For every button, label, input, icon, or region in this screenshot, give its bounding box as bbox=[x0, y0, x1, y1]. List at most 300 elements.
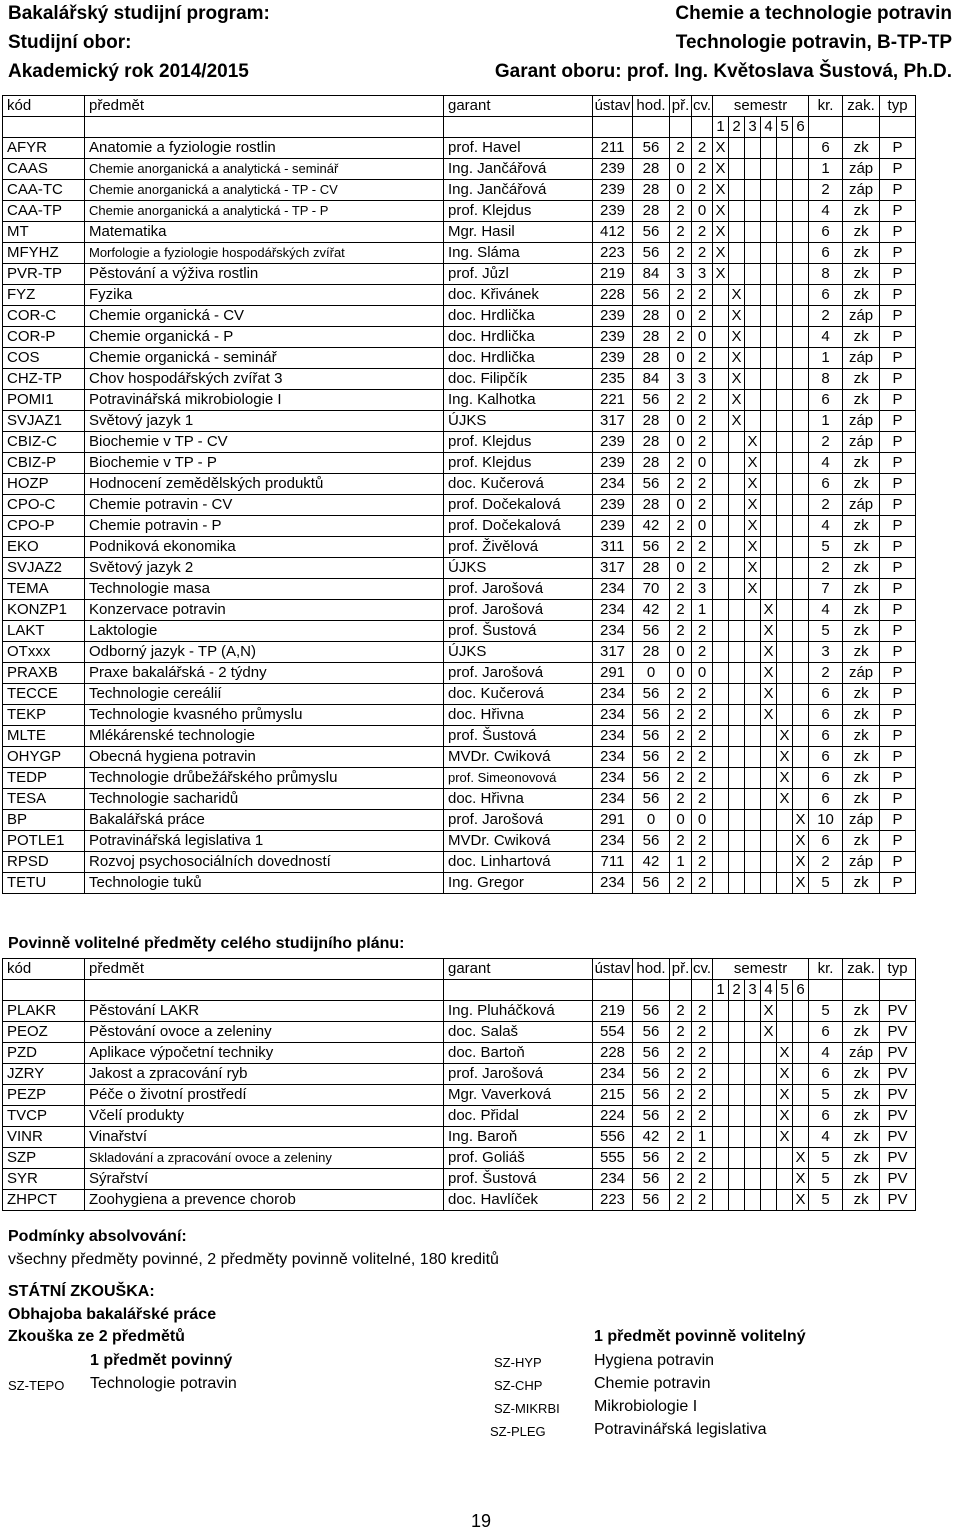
semester-cell bbox=[713, 1127, 729, 1148]
column-header-pr: př. bbox=[670, 959, 692, 980]
semester-cell bbox=[761, 474, 777, 495]
semester-cell: X bbox=[777, 789, 793, 810]
semester-cell: X bbox=[713, 201, 729, 222]
course-guarantor: prof. Jarošová bbox=[444, 663, 593, 684]
course-guarantor: Ing. Gregor bbox=[444, 873, 593, 894]
semester-cell bbox=[793, 495, 809, 516]
course-guarantor: doc. Hřivna bbox=[444, 705, 593, 726]
course-completion: záp bbox=[843, 432, 880, 453]
course-hours: 42 bbox=[633, 852, 670, 873]
semester-cell bbox=[745, 1085, 761, 1106]
semester-cell bbox=[761, 327, 777, 348]
semester-cell bbox=[777, 516, 793, 537]
course-exercises: 0 bbox=[692, 516, 713, 537]
course-credits: 5 bbox=[809, 873, 843, 894]
course-lectures: 2 bbox=[670, 768, 692, 789]
course-exercises: 2 bbox=[692, 180, 713, 201]
semester-numbers-row bbox=[3, 980, 916, 1001]
empty-cell bbox=[692, 980, 713, 1001]
semester-cell bbox=[793, 537, 809, 558]
course-lectures: 2 bbox=[670, 873, 692, 894]
semester-cell bbox=[729, 726, 745, 747]
course-exercises: 2 bbox=[692, 621, 713, 642]
semester-cell bbox=[713, 453, 729, 474]
course-completion: zk bbox=[843, 369, 880, 390]
course-row bbox=[3, 579, 916, 600]
course-row bbox=[3, 327, 916, 348]
course-guarantor: prof. Živělová bbox=[444, 537, 593, 558]
course-completion: zk bbox=[843, 327, 880, 348]
course-type: PV bbox=[880, 1064, 916, 1085]
course-name: Pěstování a výživa rostlin bbox=[85, 264, 444, 285]
elective-exam-subject: Chemie potravin bbox=[594, 1375, 711, 1392]
course-name: Chemie organická - seminář bbox=[85, 348, 444, 369]
semester-cell bbox=[713, 579, 729, 600]
course-institute: 234 bbox=[593, 600, 633, 621]
column-header-kod: kód bbox=[3, 96, 85, 117]
header-row-1 bbox=[8, 2, 952, 25]
course-hours: 42 bbox=[633, 600, 670, 621]
course-type: P bbox=[880, 852, 916, 873]
course-institute: 239 bbox=[593, 516, 633, 537]
semester-cell bbox=[713, 684, 729, 705]
course-completion: záp bbox=[843, 348, 880, 369]
course-credits: 4 bbox=[809, 1127, 843, 1148]
course-row bbox=[3, 768, 916, 789]
course-guarantor: prof. Jarošová bbox=[444, 810, 593, 831]
course-type: PV bbox=[880, 1043, 916, 1064]
course-name: Péče o životní prostředí bbox=[85, 1085, 444, 1106]
empty-cell bbox=[843, 980, 880, 1001]
course-lectures: 2 bbox=[670, 1106, 692, 1127]
course-credits: 6 bbox=[809, 726, 843, 747]
elective-courses-table bbox=[2, 958, 916, 1211]
course-row bbox=[3, 789, 916, 810]
course-exercises: 2 bbox=[692, 1085, 713, 1106]
semester-cell bbox=[793, 789, 809, 810]
course-lectures: 2 bbox=[670, 1001, 692, 1022]
course-type: PV bbox=[880, 1106, 916, 1127]
course-code: PEZP bbox=[3, 1085, 85, 1106]
course-type: P bbox=[880, 285, 916, 306]
column-header-ustav: ústav bbox=[593, 959, 633, 980]
course-institute: 239 bbox=[593, 201, 633, 222]
course-row bbox=[3, 180, 916, 201]
course-lectures: 2 bbox=[670, 684, 692, 705]
course-completion: záp bbox=[843, 1043, 880, 1064]
course-credits: 6 bbox=[809, 831, 843, 852]
course-name: Pěstování LAKR bbox=[85, 1001, 444, 1022]
course-hours: 0 bbox=[633, 663, 670, 684]
table-header-row bbox=[3, 959, 916, 980]
course-row bbox=[3, 747, 916, 768]
course-name: Technologie kvasného průmyslu bbox=[85, 705, 444, 726]
course-hours: 28 bbox=[633, 642, 670, 663]
course-lectures: 2 bbox=[670, 726, 692, 747]
course-exercises: 2 bbox=[692, 348, 713, 369]
semester-cell bbox=[713, 306, 729, 327]
course-credits: 5 bbox=[809, 621, 843, 642]
course-credits: 2 bbox=[809, 432, 843, 453]
course-completion: zk bbox=[843, 222, 880, 243]
course-hours: 56 bbox=[633, 873, 670, 894]
semester-number: 5 bbox=[777, 117, 793, 138]
semester-cell bbox=[745, 327, 761, 348]
course-exercises: 1 bbox=[692, 600, 713, 621]
empty-cell bbox=[633, 980, 670, 1001]
course-hours: 28 bbox=[633, 411, 670, 432]
course-lectures: 2 bbox=[670, 1064, 692, 1085]
course-name: Mlékárenské technologie bbox=[85, 726, 444, 747]
course-completion: zk bbox=[843, 621, 880, 642]
course-row bbox=[3, 810, 916, 831]
semester-cell bbox=[793, 705, 809, 726]
semester-cell bbox=[713, 369, 729, 390]
semester-cell bbox=[777, 558, 793, 579]
course-code: CPO-P bbox=[3, 516, 85, 537]
semester-cell bbox=[777, 1148, 793, 1169]
semester-cell bbox=[761, 495, 777, 516]
course-exercises: 2 bbox=[692, 159, 713, 180]
semester-cell bbox=[745, 1064, 761, 1085]
semester-cell bbox=[777, 642, 793, 663]
course-credits: 5 bbox=[809, 1001, 843, 1022]
semester-cell bbox=[729, 180, 745, 201]
course-credits: 6 bbox=[809, 243, 843, 264]
course-type: P bbox=[880, 348, 916, 369]
semester-cell bbox=[761, 453, 777, 474]
semester-cell bbox=[713, 726, 729, 747]
course-hours: 28 bbox=[633, 180, 670, 201]
course-code: PZD bbox=[3, 1043, 85, 1064]
course-institute: 555 bbox=[593, 1148, 633, 1169]
semester-cell bbox=[745, 285, 761, 306]
course-name: Potravinářská mikrobiologie I bbox=[85, 390, 444, 411]
course-exercises: 2 bbox=[692, 432, 713, 453]
semester-cell bbox=[713, 285, 729, 306]
course-completion: zk bbox=[843, 1169, 880, 1190]
semester-cell bbox=[729, 138, 745, 159]
semester-cell bbox=[761, 558, 777, 579]
course-lectures: 0 bbox=[670, 663, 692, 684]
course-hours: 28 bbox=[633, 348, 670, 369]
semester-cell bbox=[777, 411, 793, 432]
course-exercises: 0 bbox=[692, 201, 713, 222]
course-row bbox=[3, 222, 916, 243]
semester-cell bbox=[745, 201, 761, 222]
course-guarantor: prof. Klejdus bbox=[444, 432, 593, 453]
semester-cell bbox=[729, 642, 745, 663]
course-institute: 221 bbox=[593, 390, 633, 411]
semester-cell bbox=[745, 138, 761, 159]
semester-cell bbox=[729, 621, 745, 642]
empty-cell bbox=[880, 117, 916, 138]
course-code: TECCE bbox=[3, 684, 85, 705]
semester-cell bbox=[761, 432, 777, 453]
course-code: POMI1 bbox=[3, 390, 85, 411]
semester-cell bbox=[745, 306, 761, 327]
semester-cell bbox=[713, 411, 729, 432]
semester-cell bbox=[713, 1190, 729, 1211]
field-guarantor: Garant oboru: prof. Ing. Květoslava Šustová, Ph.D. bbox=[494, 61, 952, 82]
course-lectures: 2 bbox=[670, 138, 692, 159]
course-guarantor: prof. Jarošová bbox=[444, 579, 593, 600]
semester-cell bbox=[793, 684, 809, 705]
course-hours: 84 bbox=[633, 369, 670, 390]
course-institute: 234 bbox=[593, 1064, 633, 1085]
course-guarantor: Ing. Jančářová bbox=[444, 159, 593, 180]
course-institute: 239 bbox=[593, 495, 633, 516]
course-credits: 4 bbox=[809, 327, 843, 348]
course-guarantor: doc. Kučerová bbox=[444, 474, 593, 495]
course-completion: zk bbox=[843, 516, 880, 537]
column-header-garant: garant bbox=[444, 96, 593, 117]
course-name: Chemie organická - P bbox=[85, 327, 444, 348]
course-hours: 56 bbox=[633, 1064, 670, 1085]
course-completion: zk bbox=[843, 768, 880, 789]
semester-cell bbox=[777, 432, 793, 453]
course-institute: 234 bbox=[593, 1169, 633, 1190]
course-guarantor: prof. Havel bbox=[444, 138, 593, 159]
course-type: P bbox=[880, 327, 916, 348]
semester-cell bbox=[729, 516, 745, 537]
semester-cell bbox=[713, 1064, 729, 1085]
semester-cell bbox=[729, 600, 745, 621]
semester-cell bbox=[745, 852, 761, 873]
course-row bbox=[3, 558, 916, 579]
course-code: HOZP bbox=[3, 474, 85, 495]
course-completion: zk bbox=[843, 747, 880, 768]
course-name: Chemie potravin - CV bbox=[85, 495, 444, 516]
course-guarantor: Mgr. Hasil bbox=[444, 222, 593, 243]
semester-cell bbox=[713, 1148, 729, 1169]
semester-cell bbox=[745, 1022, 761, 1043]
course-lectures: 2 bbox=[670, 1043, 692, 1064]
course-code: OHYGP bbox=[3, 747, 85, 768]
elective-exam-code: SZ-HYP bbox=[494, 1355, 542, 1370]
course-completion: záp bbox=[843, 810, 880, 831]
semester-number: 6 bbox=[793, 980, 809, 1001]
semester-cell: X bbox=[745, 453, 761, 474]
course-guarantor: doc. Hrdlička bbox=[444, 327, 593, 348]
course-guarantor: prof. Dočekalová bbox=[444, 495, 593, 516]
semester-cell bbox=[713, 642, 729, 663]
empty-cell bbox=[444, 117, 593, 138]
course-institute: 317 bbox=[593, 558, 633, 579]
course-credits: 4 bbox=[809, 1043, 843, 1064]
semester-number: 3 bbox=[745, 980, 761, 1001]
course-credits: 6 bbox=[809, 1064, 843, 1085]
course-guarantor: prof. Klejdus bbox=[444, 201, 593, 222]
semester-cell bbox=[729, 495, 745, 516]
course-exercises: 2 bbox=[692, 1064, 713, 1085]
course-row bbox=[3, 264, 916, 285]
course-code: MFYHZ bbox=[3, 243, 85, 264]
semester-cell bbox=[777, 159, 793, 180]
course-exercises: 2 bbox=[692, 1148, 713, 1169]
semester-cell bbox=[761, 726, 777, 747]
semester-cell bbox=[793, 558, 809, 579]
column-header-typ: typ bbox=[880, 959, 916, 980]
semester-number: 2 bbox=[729, 117, 745, 138]
elective-exam-code: SZ-CHP bbox=[494, 1378, 543, 1393]
semester-cell: X bbox=[729, 285, 745, 306]
course-code: CHZ-TP bbox=[3, 369, 85, 390]
semester-cell bbox=[793, 1001, 809, 1022]
semester-cell bbox=[729, 831, 745, 852]
semester-cell: X bbox=[713, 222, 729, 243]
column-header-typ: typ bbox=[880, 96, 916, 117]
semester-cell bbox=[745, 1001, 761, 1022]
empty-cell bbox=[670, 980, 692, 1001]
course-exercises: 2 bbox=[692, 873, 713, 894]
course-hours: 28 bbox=[633, 159, 670, 180]
course-name: Chemie anorganická a analytická - TP - CV bbox=[85, 180, 444, 201]
semester-cell: X bbox=[761, 663, 777, 684]
course-guarantor: doc. Hřivna bbox=[444, 789, 593, 810]
course-type: P bbox=[880, 453, 916, 474]
semester-cell: X bbox=[729, 348, 745, 369]
course-hours: 56 bbox=[633, 1001, 670, 1022]
course-guarantor: Ing. Pluháčková bbox=[444, 1001, 593, 1022]
semester-number: 4 bbox=[761, 980, 777, 1001]
semester-cell bbox=[729, 1127, 745, 1148]
semester-cell bbox=[745, 1106, 761, 1127]
semester-cell bbox=[729, 873, 745, 894]
semester-cell bbox=[713, 600, 729, 621]
course-code: COR-C bbox=[3, 306, 85, 327]
course-exercises: 2 bbox=[692, 1043, 713, 1064]
course-hours: 56 bbox=[633, 1043, 670, 1064]
course-hours: 28 bbox=[633, 495, 670, 516]
course-credits: 5 bbox=[809, 1169, 843, 1190]
semester-cell bbox=[713, 873, 729, 894]
course-institute: 317 bbox=[593, 411, 633, 432]
semester-cell: X bbox=[745, 537, 761, 558]
course-exercises: 1 bbox=[692, 1127, 713, 1148]
column-header-pr: př. bbox=[670, 96, 692, 117]
column-header-cv: cv. bbox=[692, 959, 713, 980]
course-hours: 70 bbox=[633, 579, 670, 600]
course-hours: 56 bbox=[633, 684, 670, 705]
course-row bbox=[3, 390, 916, 411]
course-completion: záp bbox=[843, 411, 880, 432]
course-guarantor: doc. Kučerová bbox=[444, 684, 593, 705]
course-institute: 228 bbox=[593, 285, 633, 306]
course-completion: záp bbox=[843, 306, 880, 327]
semester-cell bbox=[761, 222, 777, 243]
course-type: P bbox=[880, 810, 916, 831]
course-hours: 56 bbox=[633, 1022, 670, 1043]
course-institute: 239 bbox=[593, 327, 633, 348]
semester-cell bbox=[793, 768, 809, 789]
course-code: AFYR bbox=[3, 138, 85, 159]
column-header-semestr: semestr bbox=[713, 96, 809, 117]
elective-exam-subject: Mikrobiologie I bbox=[594, 1398, 698, 1415]
semester-cell bbox=[793, 222, 809, 243]
course-code: TETU bbox=[3, 873, 85, 894]
course-completion: zk bbox=[843, 1106, 880, 1127]
course-code: CBIZ-P bbox=[3, 453, 85, 474]
semester-cell: X bbox=[713, 159, 729, 180]
course-hours: 56 bbox=[633, 1169, 670, 1190]
course-row bbox=[3, 705, 916, 726]
column-header-hod: hod. bbox=[633, 959, 670, 980]
course-institute: 234 bbox=[593, 579, 633, 600]
course-institute: 239 bbox=[593, 453, 633, 474]
course-code: LAKT bbox=[3, 621, 85, 642]
semester-cell bbox=[793, 516, 809, 537]
course-lectures: 2 bbox=[670, 1127, 692, 1148]
column-header-hod: hod. bbox=[633, 96, 670, 117]
semester-cell bbox=[713, 1106, 729, 1127]
empty-cell bbox=[593, 980, 633, 1001]
course-type: P bbox=[880, 138, 916, 159]
course-credits: 5 bbox=[809, 1190, 843, 1211]
course-completion: zk bbox=[843, 579, 880, 600]
course-lectures: 2 bbox=[670, 1169, 692, 1190]
course-institute: 234 bbox=[593, 705, 633, 726]
course-hours: 56 bbox=[633, 474, 670, 495]
semester-cell: X bbox=[761, 1022, 777, 1043]
semester-cell: X bbox=[713, 180, 729, 201]
semester-cell: X bbox=[761, 705, 777, 726]
course-institute: 239 bbox=[593, 348, 633, 369]
course-type: PV bbox=[880, 1190, 916, 1211]
course-hours: 56 bbox=[633, 726, 670, 747]
course-guarantor: prof. Šustová bbox=[444, 621, 593, 642]
course-name: Světový jazyk 1 bbox=[85, 411, 444, 432]
semester-cell bbox=[793, 726, 809, 747]
semester-cell bbox=[761, 201, 777, 222]
course-hours: 28 bbox=[633, 327, 670, 348]
course-institute: 239 bbox=[593, 432, 633, 453]
course-guarantor: doc. Přidal bbox=[444, 1106, 593, 1127]
semester-numbers-row bbox=[3, 117, 916, 138]
course-completion: zk bbox=[843, 537, 880, 558]
course-institute: 711 bbox=[593, 852, 633, 873]
semester-cell bbox=[713, 663, 729, 684]
course-row bbox=[3, 285, 916, 306]
course-hours: 42 bbox=[633, 516, 670, 537]
semester-cell bbox=[777, 243, 793, 264]
empty-cell bbox=[444, 980, 593, 1001]
course-type: P bbox=[880, 474, 916, 495]
semester-cell bbox=[745, 1148, 761, 1169]
semester-cell bbox=[761, 264, 777, 285]
course-completion: záp bbox=[843, 180, 880, 201]
course-institute: 234 bbox=[593, 789, 633, 810]
semester-cell bbox=[745, 159, 761, 180]
course-guarantor: doc. Linhartová bbox=[444, 852, 593, 873]
semester-number: 1 bbox=[713, 980, 729, 1001]
course-name: Vinařství bbox=[85, 1127, 444, 1148]
course-name: Laktologie bbox=[85, 621, 444, 642]
course-type: P bbox=[880, 537, 916, 558]
semester-cell bbox=[729, 1085, 745, 1106]
empty-cell bbox=[85, 980, 444, 1001]
course-name: Technologie masa bbox=[85, 579, 444, 600]
course-lectures: 2 bbox=[670, 537, 692, 558]
program-label: Bakalářský studijní program: bbox=[8, 3, 270, 24]
course-row bbox=[3, 600, 916, 621]
course-hours: 56 bbox=[633, 747, 670, 768]
course-code: CAAS bbox=[3, 159, 85, 180]
course-completion: záp bbox=[843, 495, 880, 516]
course-row bbox=[3, 1022, 916, 1043]
semester-cell bbox=[761, 831, 777, 852]
semester-cell: X bbox=[793, 873, 809, 894]
